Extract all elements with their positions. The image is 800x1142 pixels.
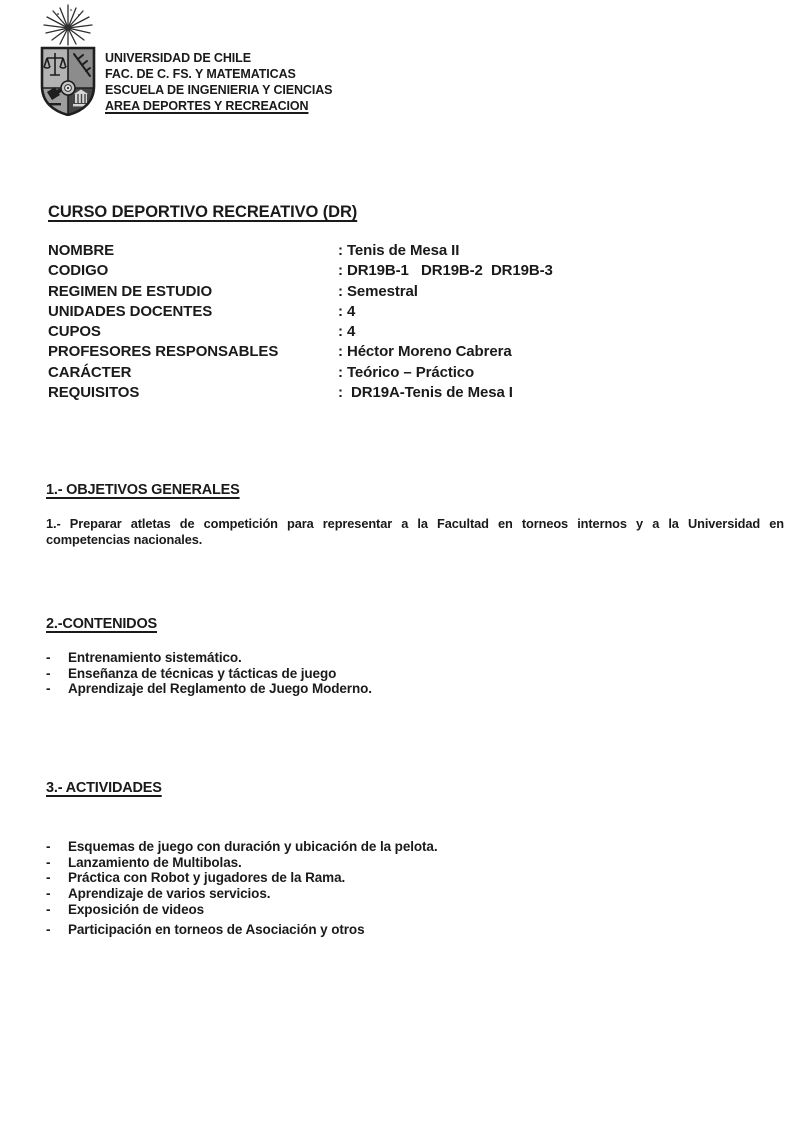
section-heading: 3.- ACTIVIDADES <box>46 780 162 796</box>
list-item <box>46 855 786 871</box>
letterhead-line: ESCUELA DE INGENIERIA Y CIENCIAS <box>105 83 333 97</box>
letterhead-line: FAC. DE C. FS. Y MATEMATICAS <box>105 67 296 81</box>
field-value: : Teórico – Práctico <box>338 363 475 381</box>
field-label: CUPOS <box>48 323 101 341</box>
field-value: : DR19B-1 DR19B-2 DR19B-3 <box>338 262 553 280</box>
bullet-dash: - <box>46 921 51 937</box>
list-item <box>46 922 786 938</box>
letterhead-line: AREA DEPORTES Y RECREACION <box>105 99 309 113</box>
list-item-text: Lanzamiento de Multibolas. <box>68 854 242 870</box>
field-value: : DR19A-Tenis de Mesa I <box>338 384 513 402</box>
section-item-list <box>46 650 786 697</box>
paragraph-line: 1.- Preparar atletas de competición para representar a la Facultad en torneos internos y a la Universidad en <box>46 516 784 531</box>
course-field-row <box>48 363 768 383</box>
field-label: PROFESORES RESPONSABLES <box>48 343 279 361</box>
field-value: : 4 <box>338 302 356 320</box>
crest-icon <box>38 4 98 116</box>
field-value: : Héctor Moreno Cabrera <box>338 343 512 361</box>
course-field-row <box>48 383 768 403</box>
document-section <box>46 481 786 548</box>
field-label: REGIMEN DE ESTUDIO <box>48 282 213 300</box>
universidad-de-chile-logo <box>38 4 98 116</box>
field-value: : Tenis de Mesa II <box>338 242 460 259</box>
list-item <box>46 681 786 697</box>
document-title: CURSO DEPORTIVO RECREATIVO (DR) <box>48 203 358 221</box>
bullet-dash: - <box>46 902 51 917</box>
list-item-text: Esquemas de juego con duración y ubicación de la pelota. <box>68 839 438 854</box>
bullet-dash: - <box>46 665 51 681</box>
list-item <box>46 650 786 666</box>
list-item-text: Aprendizaje de varios servicios. <box>68 885 271 901</box>
letterhead <box>105 50 332 114</box>
section-heading: 2.-CONTENIDOS <box>46 616 157 632</box>
list-item <box>46 870 786 886</box>
list-item-text: Práctica con Robot y jugadores de la Rama. <box>68 870 346 885</box>
course-field-row <box>48 261 768 281</box>
section-item-list <box>46 839 786 937</box>
course-field-row <box>48 342 768 362</box>
section-paragraph <box>46 516 784 548</box>
field-value: : 4 <box>338 323 356 341</box>
field-value: : Semestral <box>338 282 418 300</box>
course-field-row <box>48 322 768 342</box>
course-field-row <box>48 282 768 302</box>
section-heading: 1.- OBJETIVOS GENERALES <box>46 482 240 498</box>
field-label: CARÁCTER <box>48 363 132 381</box>
bullet-dash: - <box>46 839 51 854</box>
field-label: UNIDADES DOCENTES <box>48 302 213 320</box>
list-item <box>46 839 786 855</box>
bullet-dash: - <box>46 854 51 870</box>
list-item-text: Aprendizaje del Reglamento de Juego Moderno. <box>68 681 372 696</box>
document-section <box>46 615 786 697</box>
letterhead-line: UNIVERSIDAD DE CHILE <box>105 51 251 65</box>
course-field-row <box>48 302 768 322</box>
list-item <box>46 666 786 682</box>
list-item-text: Enseñanza de técnicas y tácticas de juego <box>68 665 337 681</box>
bullet-dash: - <box>46 650 51 665</box>
list-item-text: Participación en torneos de Asociación y otros <box>68 921 365 937</box>
document-section <box>46 779 786 937</box>
field-label: REQUISITOS <box>48 384 140 402</box>
paragraph-line: competencias nacionales. <box>46 531 203 547</box>
bullet-dash: - <box>46 681 51 696</box>
list-item-text: Entrenamiento sistemático. <box>68 650 242 665</box>
list-item <box>46 886 786 902</box>
field-label: CODIGO <box>48 262 109 280</box>
bullet-dash: - <box>46 885 51 901</box>
field-label: NOMBRE <box>48 242 115 259</box>
list-item-text: Exposición de videos <box>68 902 205 917</box>
course-field-row <box>48 241 768 261</box>
bullet-dash: - <box>46 870 51 885</box>
list-item <box>46 902 786 918</box>
course-info-table <box>48 241 768 403</box>
